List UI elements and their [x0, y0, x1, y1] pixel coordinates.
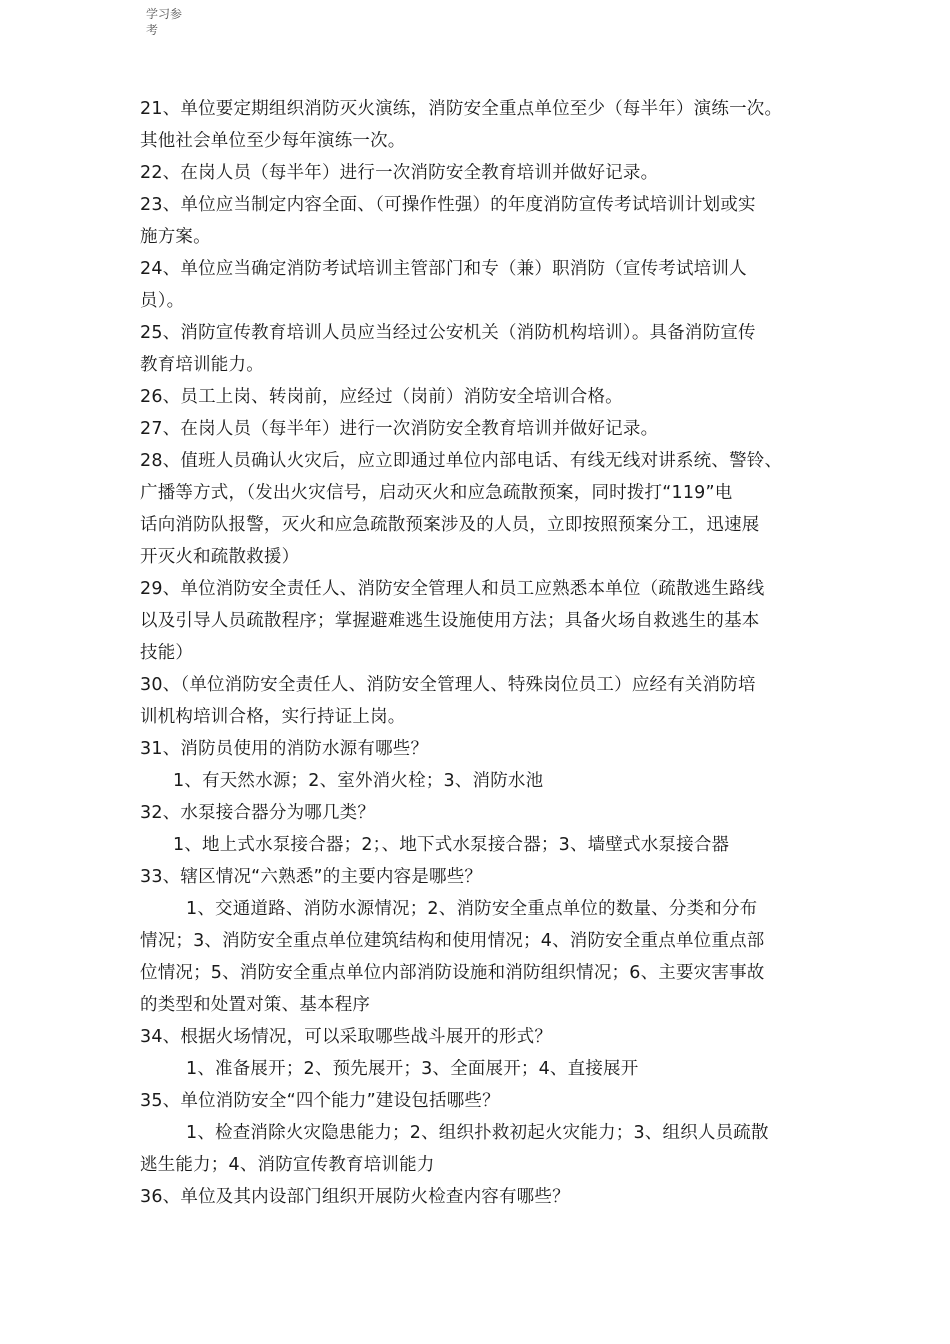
answer-line: 逃生能力；4、消防宣传教育培训能力 — [140, 1155, 435, 1175]
question-line: 33、辖区情况“六熟悉”的主要内容是哪些？ — [140, 867, 483, 887]
text-line: 教育培训能力。 — [140, 355, 264, 375]
answer-line: 1、地上式水泵接合器；2；、地下式水泵接合器；3、墙壁式水泵接合器 — [173, 835, 730, 855]
text-line: 以及引导人员疏散程序；掌握避难逃生设施使用方法；具备火场自救逃生的基本 — [140, 611, 760, 631]
answer-line: 情况；3、消防安全重点单位建筑结构和使用情况；4、消防安全重点单位重点部 — [140, 931, 765, 951]
text-line: 话向消防队报警，灭火和应急疏散预案涉及的人员，立即按照预案分工，迅速展 — [140, 515, 760, 535]
text-line: 24、单位应当确定消防考试培训主管部门和专（兼）职消防（宣传考试培训人 — [140, 259, 747, 279]
text-line: 23、单位应当制定内容全面、（可操作性强）的年度消防宣传考试培训计划或实 — [140, 195, 756, 215]
text-line: 25、消防宣传教育培训人员应当经过公安机关（消防机构培训）。具备消防宣传 — [140, 323, 756, 343]
answer-line: 位情况；5、消防安全重点单位内部消防设施和消防组织情况；6、主要灾害事故 — [140, 963, 765, 983]
text-line: 27、在岗人员（每半年）进行一次消防安全教育培训并做好记录。 — [140, 419, 659, 439]
text-line: 30、（单位消防安全责任人、消防安全管理人、特殊岗位员工）应经有关消防培 — [140, 675, 756, 695]
question-line: 31、消防员使用的消防水源有哪些？ — [140, 739, 429, 759]
text-line: 开灭火和疏散救援） — [140, 547, 300, 567]
text-line: 26、员工上岗、转岗前，应经过（岗前）消防安全培训合格。 — [140, 387, 623, 407]
text-line: 员）。 — [140, 291, 185, 311]
text-line: 训机构培训合格，实行持证上岗。 — [140, 707, 406, 727]
text-line: 21、单位要定期组织消防灭火演练，消防安全重点单位至少（每半年）演练一次。 — [140, 99, 783, 119]
text-line: 广播等方式，（发出火灾信号，启动灭火和应急疏散预案，同时拨打“119”电 — [140, 483, 733, 503]
text-line: 施方案。 — [140, 227, 211, 247]
answer-line: 1、交通道路、消防水源情况；2、消防安全重点单位的数量、分类和分布 — [186, 899, 758, 919]
question-line: 36、单位及其内设部门组织开展防火检查内容有哪些？ — [140, 1187, 570, 1207]
text-line: 28、值班人员确认火灾后，应立即通过单位内部电话、有线无线对讲系统、警铃、 — [140, 451, 783, 471]
answer-line: 的类型和处置对策、基本程序 — [140, 995, 371, 1015]
page-header — [146, 6, 198, 38]
answer-line: 1、检查消除火灾隐患能力；2、组织扑救初起火灾能力；3、组织人员疏散 — [186, 1123, 769, 1143]
text-line: 22、在岗人员（每半年）进行一次消防安全教育培训并做好记录。 — [140, 163, 659, 183]
header-line-2: 考 — [146, 23, 159, 37]
question-line: 34、根据火场情况，可以采取哪些战斗展开的形式？ — [140, 1027, 553, 1047]
answer-line: 1、准备展开；2、预先展开；3、全面展开；4、直接展开 — [186, 1059, 639, 1079]
text-line: 29、单位消防安全责任人、消防安全管理人和员工应熟悉本单位（疏散逃生路线 — [140, 579, 765, 599]
text-line: 技能） — [140, 643, 194, 663]
text-line: 其他社会单位至少每年演练一次。 — [140, 131, 406, 151]
answer-line: 1、有天然水源；2、室外消火栓；3、消防水池 — [173, 771, 544, 791]
document-body — [140, 93, 830, 1213]
header-line-1: 学习参 — [146, 7, 183, 21]
question-line: 35、单位消防安全“四个能力”建设包括哪些？ — [140, 1091, 500, 1111]
question-line: 32、水泵接合器分为哪几类？ — [140, 803, 376, 823]
